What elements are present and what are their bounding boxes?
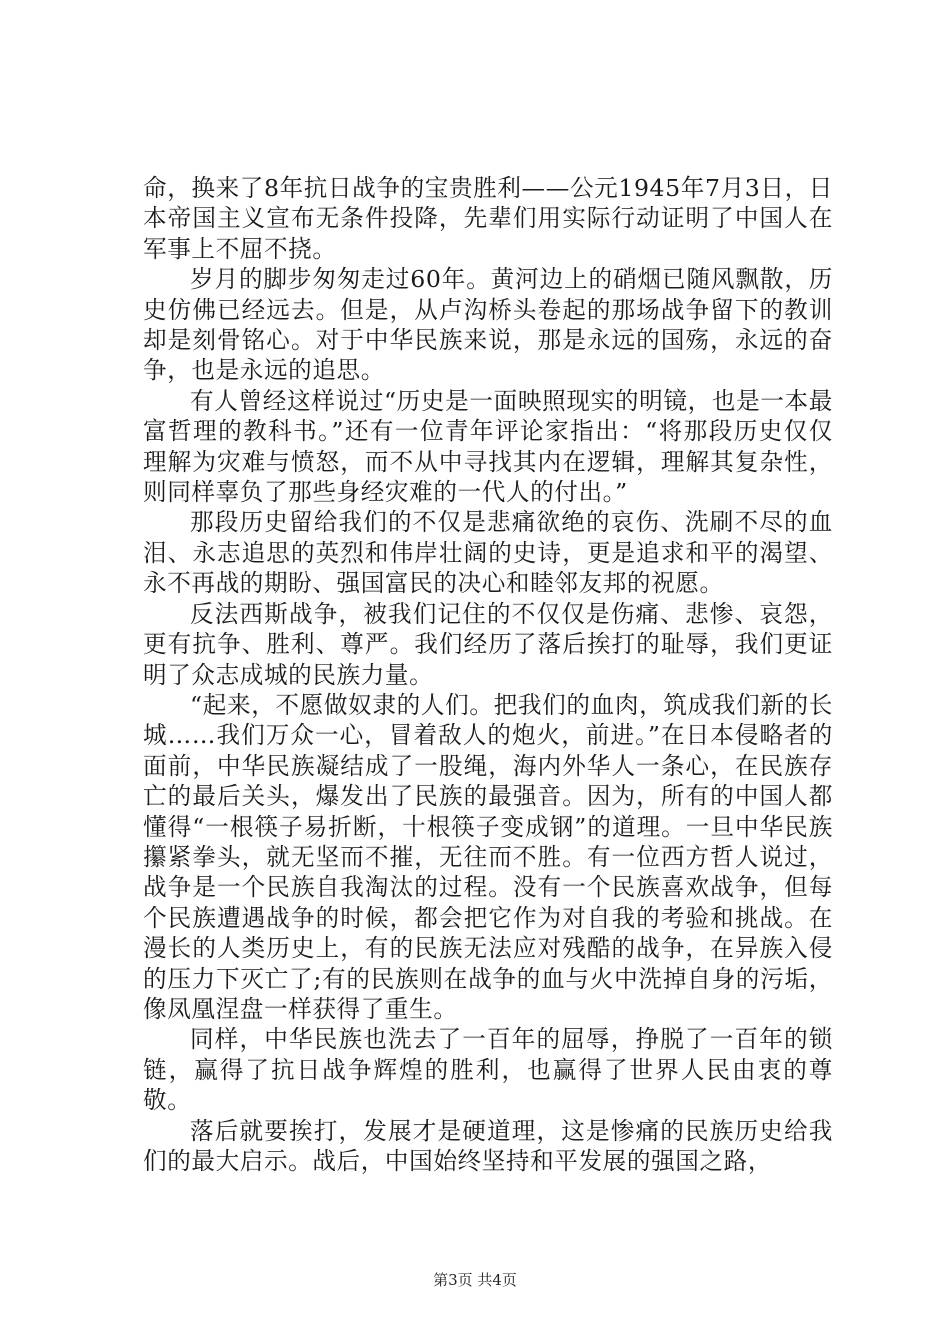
paragraph-2: 岁月的脚步匆匆走过60年。黄河边上的硝烟已随风飘散，历史仿佛已经远去。但是，从卢沟桥头卷起的那场战争留下的教训却是刻骨铭心。对于中华民族来说，那是永远的国殇，永远的奋争，也是永远的追思。 xyxy=(143,265,833,385)
paragraph-5: 反法西斯战争，被我们记住的不仅仅是伤痛、悲惨、哀怨，更有抗争、胜利、尊严。我们经历了落后挨打的耻辱，我们更证明了众志成城的民族力量。 xyxy=(143,599,833,689)
paragraph-1: 命，换来了8年抗日战争的宝贵胜利——公元1945年7月3日，日本帝国主义宣布无条件投降，先辈们用实际行动证明了中国人在军事上不屈不挠。 xyxy=(143,174,833,263)
paragraph-6: “起来，不愿做奴隶的人们。把我们的血肉，筑成我们新的长城……我们万众一心，冒着敌人的炮火，前进。”在日本侵略者的面前，中华民族凝结成了一股绳，海内外华人一条心，在民族存亡的最后关头，爆发出了民族的最强音。因为，所有的中国人都懂得“一根筷子易折断，十根筷子变成钢”的道理。一旦中华民族攥紧拳头，就无坚而不摧，无往而不胜。有一位西方哲人说过，战争是一个民族自我淘汰的过程。没有一个民族喜欢战争，但每个民族遭遇战争的时候，都会把它作为对自我的考验和挑战。在漫长的人类历史上，有的民族无法应对残酷的战争，在异族入侵的压力下灭亡了;有的民族则在战争的血与火中洗掉自身的污垢，像凤凰涅盘一样获得了重生。 xyxy=(143,690,833,1023)
document-body xyxy=(143,173,833,1176)
paragraph-8: 落后就要挨打，发展才是硬道理，这是惨痛的民族历史给我们的最大启示。战后，中国始终坚持和平发展的强国之路， xyxy=(143,1116,833,1175)
paragraph-7: 同样，中华民族也洗去了一百年的屈辱，挣脱了一百年的锁链，赢得了抗日战争辉煌的胜利，也赢得了世界人民由衷的尊敬。 xyxy=(143,1025,833,1115)
page-number-footer: 第3页 共4页 xyxy=(433,1271,517,1289)
paragraph-3: 有人曾经这样说过“历史是一面映照现实的明镜，也是一本最富哲理的教科书。”还有一位青年评论家指出：“将那段历史仅仅理解为灾难与愤怒，而不从中寻找其内在逻辑，理解其复杂性，则同样辜负了那些身经灾难的一代人的付出。” xyxy=(143,386,833,507)
paragraph-4: 那段历史留给我们的不仅是悲痛欲绝的哀伤、洗刷不尽的血泪、永志追思的英烈和伟岸壮阔的史诗，更是追求和平的渴望、永不再战的期盼、强国富民的决心和睦邻友邦的祝愿。 xyxy=(143,508,833,598)
